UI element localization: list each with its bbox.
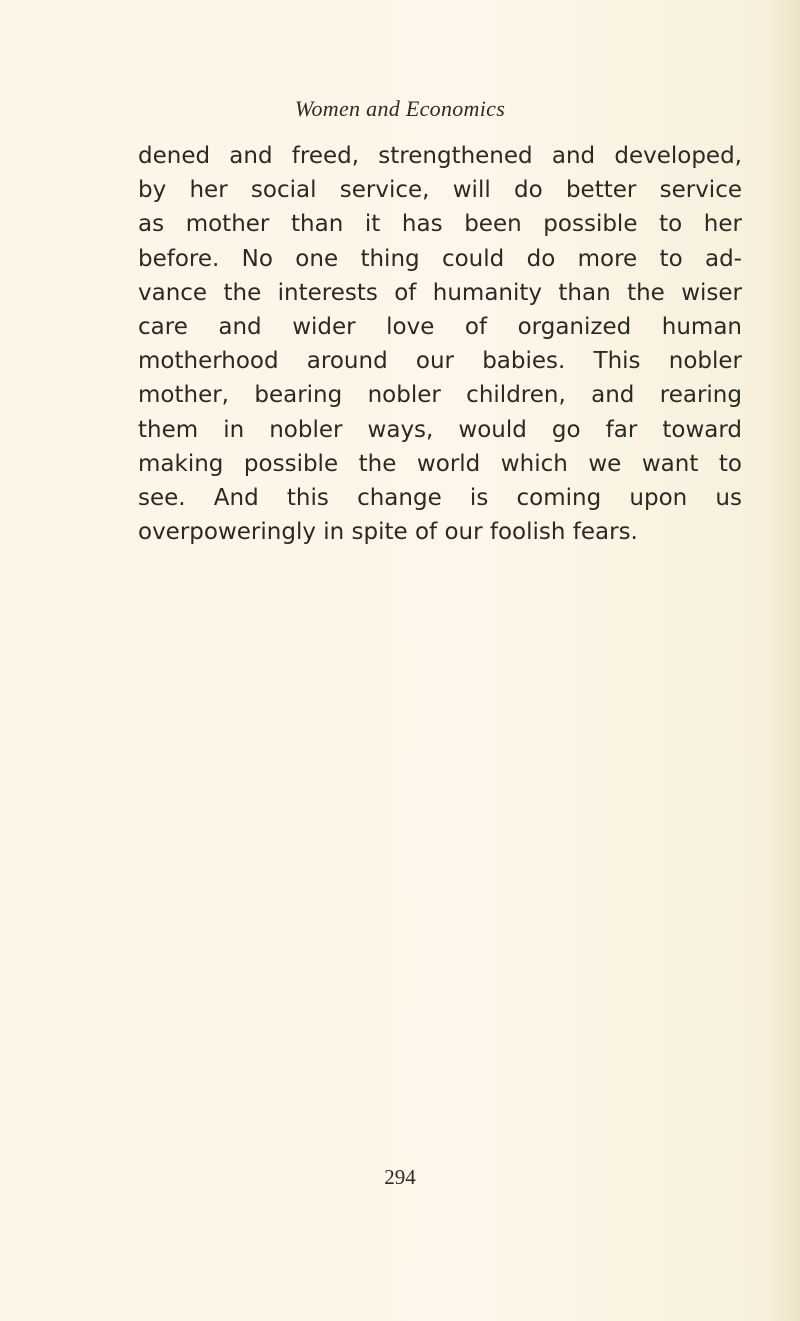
running-head: Women and Economics [294,96,506,121]
page-number: 294 [384,1165,416,1189]
text-line: overpoweringly in spite of our foolish fears. [138,519,638,546]
text-line: see. And this change is coming upon us [138,485,742,512]
text-line: by her social service, will do better service [138,177,742,204]
body-paragraph [138,139,742,549]
text-line: mother, bearing nobler children, and rearing [138,382,742,409]
text-line: them in nobler ways, would go far toward [138,416,742,443]
text-line: before. No one thing could do more to ad- [138,245,742,272]
text-line: motherhood around our babies. This nobler [138,348,742,375]
text-line: making possible the world which we want to [138,450,742,477]
text-line: vance the interests of humanity than the wiser [138,279,742,306]
text-line: care and wider love of organized human [138,314,742,341]
text-line: dened and freed, strengthened and developed, [138,143,742,169]
text-line: as mother than it has been possible to her [138,211,742,238]
